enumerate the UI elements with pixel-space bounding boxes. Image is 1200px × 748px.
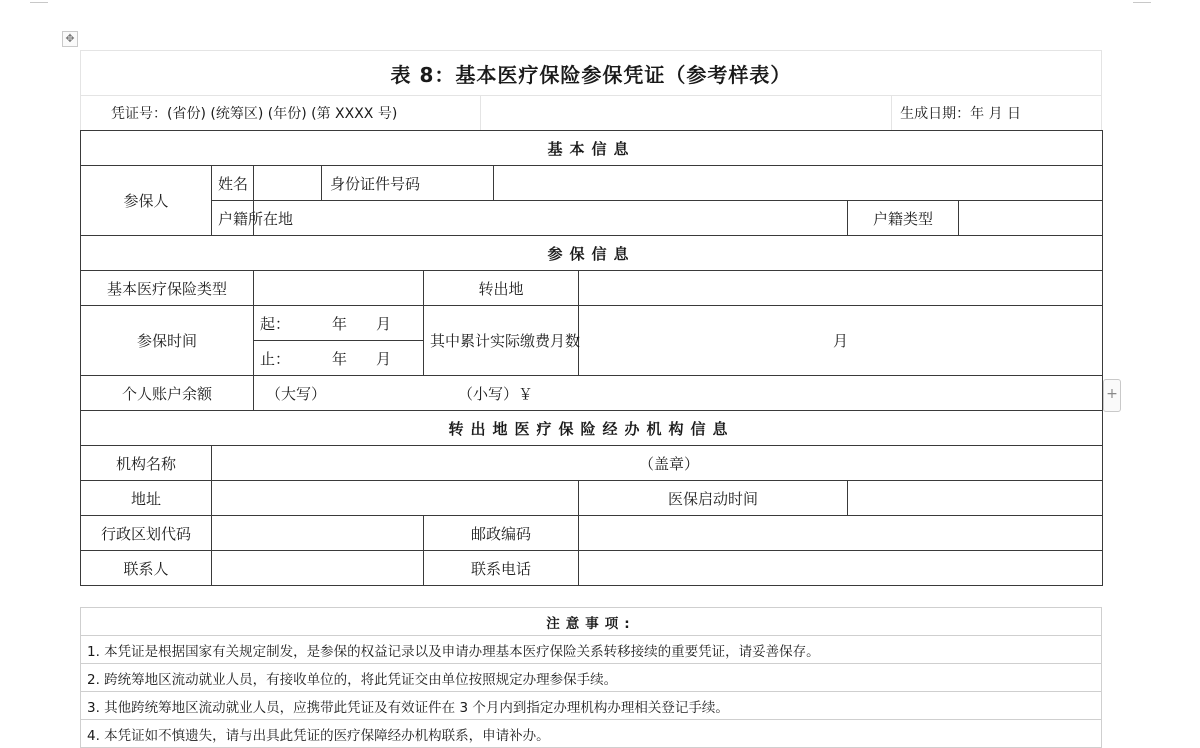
note-item: 2. 跨统筹地区流动就业人员，有接收单位的，将此凭证交由单位按照规定办理参保手续。 [81, 664, 1102, 692]
address-label: 地址 [81, 481, 212, 516]
balance-upper-label: （大写） [266, 384, 327, 403]
phone-field[interactable] [579, 551, 1103, 586]
insurance-form-table [80, 130, 1103, 586]
meta-blank-cell[interactable] [480, 96, 891, 131]
note-item: 4. 本凭证如不慎遗失，请与出具此凭证的医疗保障经办机构联系，申请补办。 [81, 720, 1102, 748]
name-label: 姓名 [212, 166, 254, 201]
actual-months-field[interactable]: 月 [579, 306, 1103, 376]
hukou-location-field[interactable] [254, 201, 848, 236]
start-time-label: 医保启动时间 [579, 481, 848, 516]
form-title: 表 8：基本医疗保险参保凭证（参考样表） [81, 51, 1102, 96]
id-number-field[interactable] [494, 166, 1103, 201]
start-year-unit: 年 [332, 314, 348, 333]
balance-lower-label: （小写）￥ [458, 384, 534, 403]
hukou-location-label: 户籍所在地 [212, 201, 254, 236]
contact-label: 联系人 [81, 551, 212, 586]
notes-title: 注意事项: [81, 608, 1102, 636]
voucher-number[interactable]: 凭证号：(省份) (统筹区) (年份) (第 XXXX 号) [81, 96, 481, 131]
insurance-type-label: 基本医疗保险类型 [81, 271, 254, 306]
region-code-field[interactable] [212, 516, 424, 551]
seal-label: （盖章） [639, 454, 700, 473]
page-corner-mark-left [30, 2, 48, 3]
section-agency-info: 转出地医疗保险经办机构信息 [81, 411, 1103, 446]
insurance-type-field[interactable] [254, 271, 424, 306]
hukou-type-field[interactable] [959, 201, 1103, 236]
name-field[interactable] [254, 166, 322, 201]
start-month-unit: 月 [376, 314, 392, 333]
insured-person-label: 参保人 [81, 166, 212, 236]
section-basic-info: 基本信息 [81, 131, 1103, 166]
phone-label: 联系电话 [424, 551, 579, 586]
period-end-field[interactable] [254, 341, 424, 376]
start-label: 起： [260, 314, 291, 333]
account-balance-label: 个人账户余额 [81, 376, 254, 411]
id-number-label: 身份证件号码 [322, 166, 494, 201]
end-label: 止： [260, 349, 291, 368]
note-item: 3. 其他跨统筹地区流动就业人员，应携带此凭证及有效证件在 3 个月内到指定办理机构办理相关登记手续。 [81, 692, 1102, 720]
org-name-field[interactable] [212, 446, 1103, 481]
start-time-field[interactable] [848, 481, 1103, 516]
region-code-label: 行政区划代码 [81, 516, 212, 551]
notes-table [80, 607, 1102, 748]
address-field[interactable] [212, 481, 579, 516]
contact-field[interactable] [212, 551, 424, 586]
form-title-block [80, 50, 1102, 131]
generation-date[interactable]: 生成日期：年 月 日 [892, 96, 1102, 131]
section-insured-info: 参保信息 [81, 236, 1103, 271]
postal-code-field[interactable] [579, 516, 1103, 551]
actual-months-label: 其中累计实际缴费月数 [424, 306, 579, 376]
page-corner-mark-right [1133, 2, 1151, 3]
transfer-from-label: 转出地 [424, 271, 579, 306]
insurance-period-label: 参保时间 [81, 306, 254, 376]
end-year-unit: 年 [332, 349, 348, 368]
period-start-field[interactable] [254, 306, 424, 341]
hukou-type-label: 户籍类型 [848, 201, 959, 236]
table-move-handle-icon[interactable]: ✥ [62, 31, 78, 47]
account-balance-field[interactable] [254, 376, 1103, 411]
transfer-from-field[interactable] [579, 271, 1103, 306]
note-item: 1. 本凭证是根据国家有关规定制发，是参保的权益记录以及申请办理基本医疗保险关系转移接续的重要凭证，请妥善保存。 [81, 636, 1102, 664]
org-name-label: 机构名称 [81, 446, 212, 481]
postal-code-label: 邮政编码 [424, 516, 579, 551]
add-column-button[interactable]: + [1103, 379, 1121, 412]
end-month-unit: 月 [376, 349, 392, 368]
